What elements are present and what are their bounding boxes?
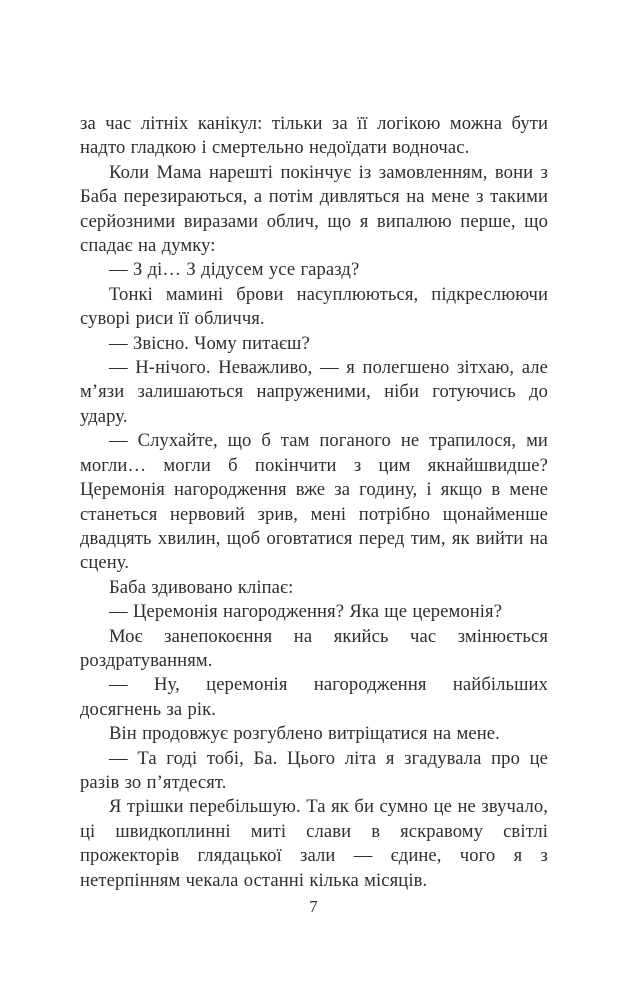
paragraph: Він продовжує розгублено витріщатися на мене. [109, 723, 500, 745]
paragraph: — Ну, церемонія нагородження найбільших досягнень за рік. [80, 674, 548, 720]
page-text [80, 112, 548, 893]
paragraph: Моє занепокоєння на якийсь час змінюється роздратуванням. [80, 625, 548, 671]
paragraph: — Церемонія нагородження? Яка ще церемонія? [109, 601, 503, 623]
page-number: 7 [309, 897, 318, 916]
paragraph: — Н-нічого. Неважливо, — я полегшено зітхаю, але м’язи залишаються напруженими, ніби готуючись до удару. [80, 357, 548, 427]
paragraph: Баба здивовано кліпає: [109, 576, 294, 598]
paragraph: — Слухайте, що б там поганого не трапилося, ми могли… могли б покінчити з цим якнайшвидше? Церемонія нагородження вже за годину, і якщо в мене станеться нервовий зрив, мені потрібно щонайменше двадцять хвилин, щоб оговтатися перед тим, як вийти на сцену. [80, 430, 548, 574]
paragraph: — З ді… З дідусем усе гаразд? [109, 259, 360, 281]
paragraph: Коли Мама нарешті покінчує із замовленням, вони з Баба перезираються, а потім дивляться на мене з такими серйозними виразами облич, що я випалюю перше, що спадає на думку: [80, 161, 548, 257]
paragraph: — Звісно. Чому питаєш? [109, 332, 310, 354]
paragraph: Тонкі мамині брови насуплюються, підкреслюючи суворі риси її обличчя. [80, 283, 548, 330]
paragraph: — Та годі тобі, Ба. Цього літа я згадувала про це разів зо п’ятдесят. [80, 747, 548, 793]
paragraph: Я трішки перебільшую. Та як би сумно це не звучало, ці швидкоплинні миті слави в яскравому світлі прожекторів глядацької зали — єдине, чого я з нетерпінням чекала останні кілька місяців. [80, 796, 548, 891]
paragraph: за час літніх канікул: тільки за її логікою можна бути надто гладкою і смертельно недоїдати водночас. [80, 113, 548, 159]
